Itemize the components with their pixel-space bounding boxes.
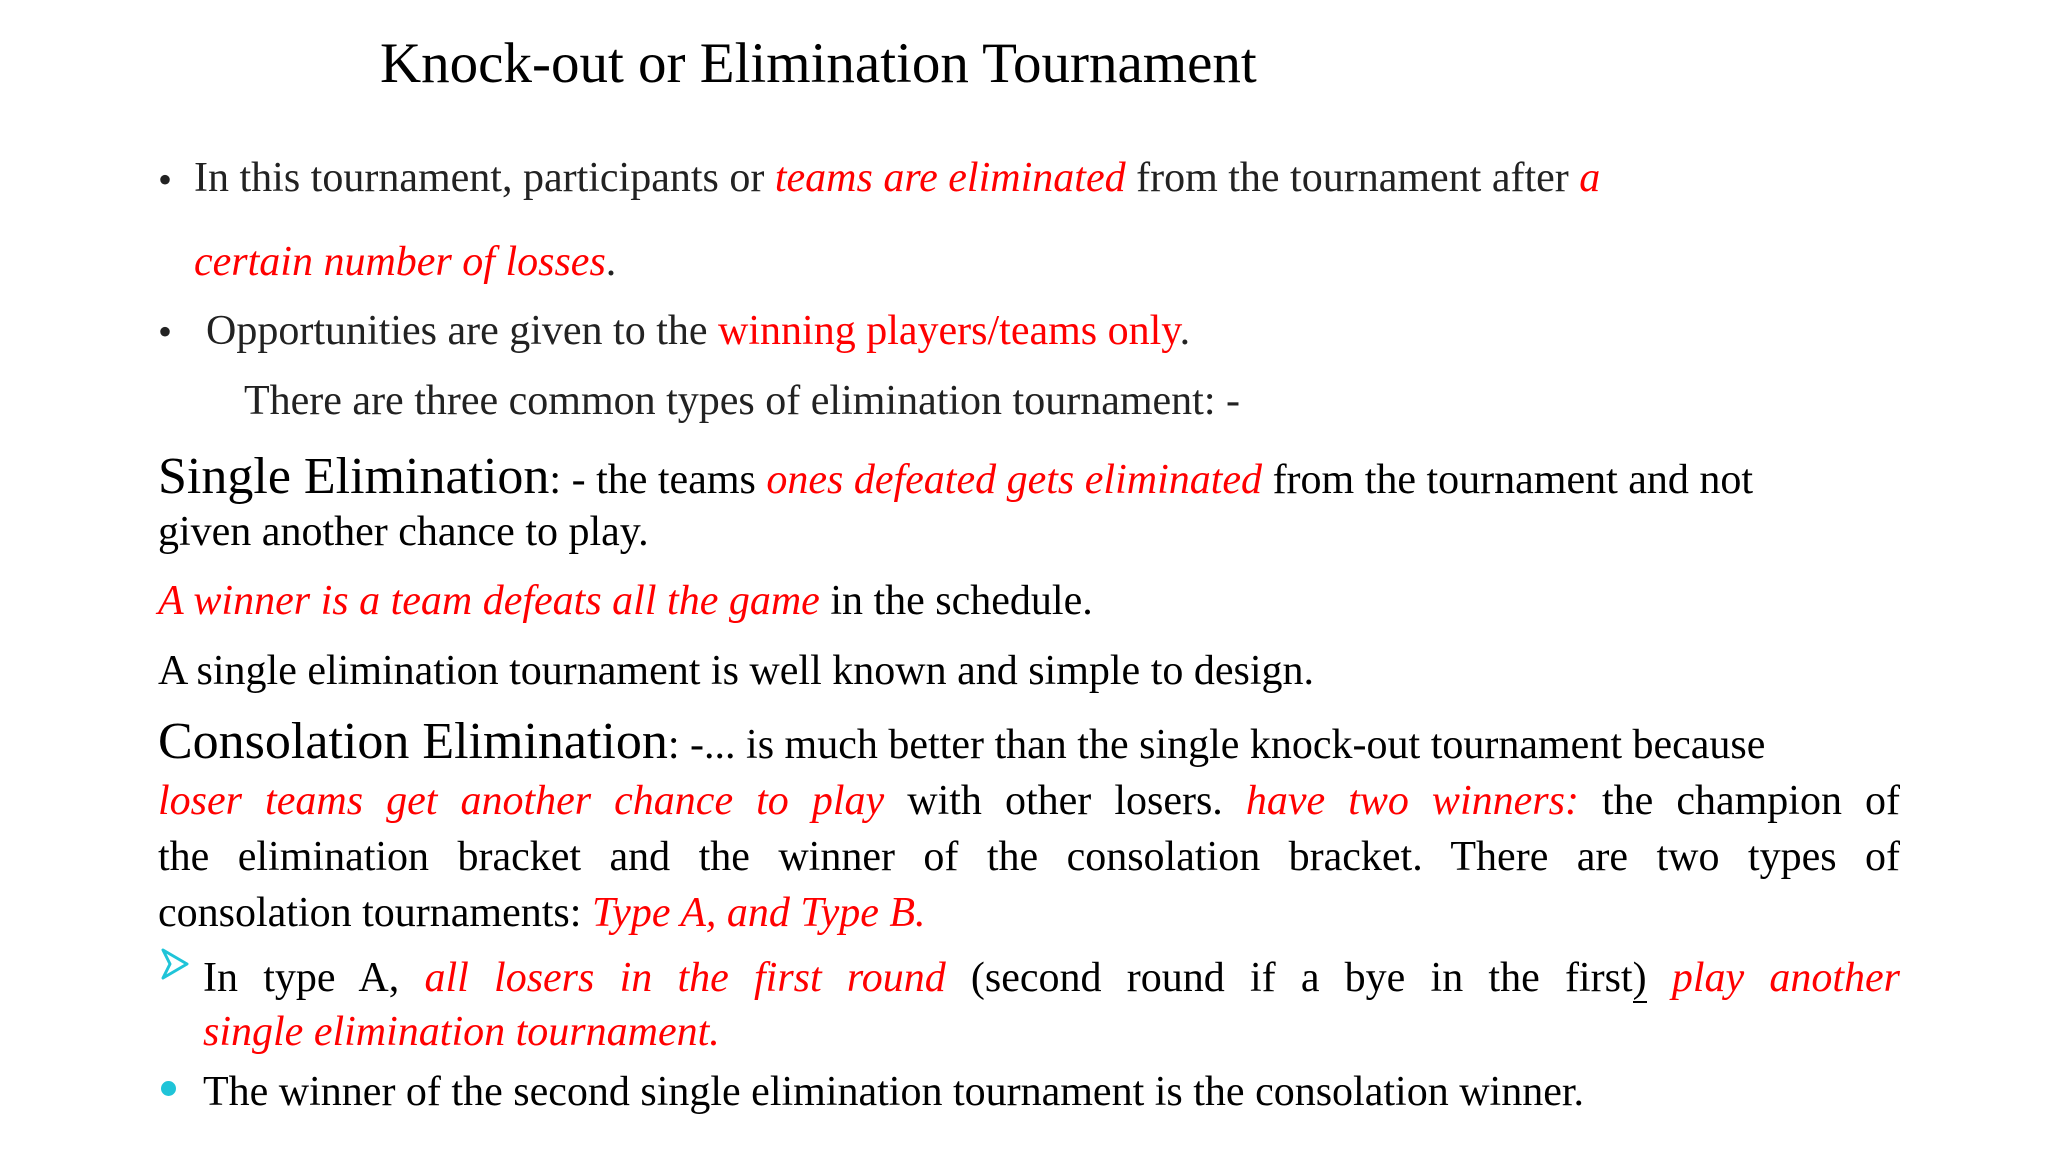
- bullet-dot-1: •: [158, 157, 173, 202]
- single-elimination-text-b: from the tournament and not: [1262, 457, 1754, 503]
- consolation-heading: Consolation Elimination: [158, 713, 668, 770]
- single-elimination-sep: : -: [549, 457, 597, 503]
- single-elimination-line-1: [158, 447, 1753, 510]
- winner-line-emphasis: A winner is a team defeats all the game: [158, 578, 820, 624]
- simple-design-line: A single elimination tournament is well known and simple to design.: [158, 648, 1315, 694]
- bullet-1-emphasis-c: certain number of losses: [194, 239, 606, 285]
- bullet-1-text-b: from the tournament after: [1125, 155, 1580, 201]
- slide-title: Knock-out or Elimination Tournament: [380, 32, 1257, 95]
- bullet-1-emphasis-b: a: [1579, 155, 1601, 201]
- consolation-text-b: with other losers.: [884, 778, 1246, 824]
- single-elimination-line-2: given another chance to play.: [158, 509, 649, 555]
- type-a-line-1: [203, 950, 1900, 1006]
- consolation-sep: : -...: [667, 722, 747, 768]
- bullet-2-line: [206, 305, 1190, 357]
- round-bullet-icon: [161, 1081, 176, 1096]
- consolation-text-a: is much better than the single knock-out tournament because: [746, 722, 1766, 768]
- consolation-text-d: consolation tournaments:: [158, 890, 592, 936]
- winner-line: [158, 575, 1093, 627]
- consolation-emphasis-c: Type A, and Type B.: [591, 890, 926, 936]
- consolation-line-1: [158, 711, 1765, 776]
- winner-line-text: in the schedule.: [819, 578, 1093, 624]
- consolation-winner-line: The winner of the second single elimination tournament is the consolation winner.: [203, 1069, 1585, 1115]
- consolation-line-3: the elimination bracket and the winner of the consolation bracket. There are two types of: [158, 834, 1900, 880]
- consolation-emphasis-b: have two winners:: [1245, 778, 1579, 824]
- type-a-paren: ): [1632, 955, 1647, 1001]
- consolation-line-2: [158, 773, 1900, 829]
- arrowhead-bullet-icon: [160, 948, 190, 980]
- type-a-emphasis-c: single elimination tournament.: [203, 1009, 720, 1055]
- single-elimination-emphasis: ones defeated gets eliminated: [766, 457, 1263, 503]
- consolation-emphasis-a: loser teams get another chance to play: [158, 778, 885, 824]
- single-elimination-text-a: the teams: [596, 457, 767, 503]
- bullet-1-emphasis-a: teams are eliminated: [774, 155, 1126, 201]
- bullet-2-period: .: [1179, 308, 1191, 354]
- type-a-emphasis-a: all losers in the first round: [424, 955, 946, 1001]
- consolation-line-4: [158, 885, 926, 941]
- type-a-text-a: In type A,: [203, 955, 425, 1001]
- bullet-2-emphasis: winning players/teams only: [718, 308, 1180, 354]
- type-a-emphasis-b: play another: [1646, 955, 1901, 1001]
- bullet-1-line-2: [194, 236, 616, 288]
- bullet-2-text-a: Opportunities are given to the: [206, 308, 719, 354]
- bullet-1-text-a: In this tournament, participants or: [194, 155, 775, 201]
- bullet-dot-2: •: [158, 309, 173, 354]
- intro-line: There are three common types of elimination tournament: -: [244, 378, 1240, 424]
- bullet-1-line-1: [194, 152, 1600, 204]
- bullet-1-period: .: [605, 239, 617, 285]
- type-a-line-2: [203, 1004, 720, 1060]
- consolation-text-c: the champion of: [1578, 778, 1901, 824]
- single-elimination-heading: Single Elimination: [158, 448, 550, 505]
- type-a-text-b: (second round if a bye in the first: [945, 955, 1633, 1001]
